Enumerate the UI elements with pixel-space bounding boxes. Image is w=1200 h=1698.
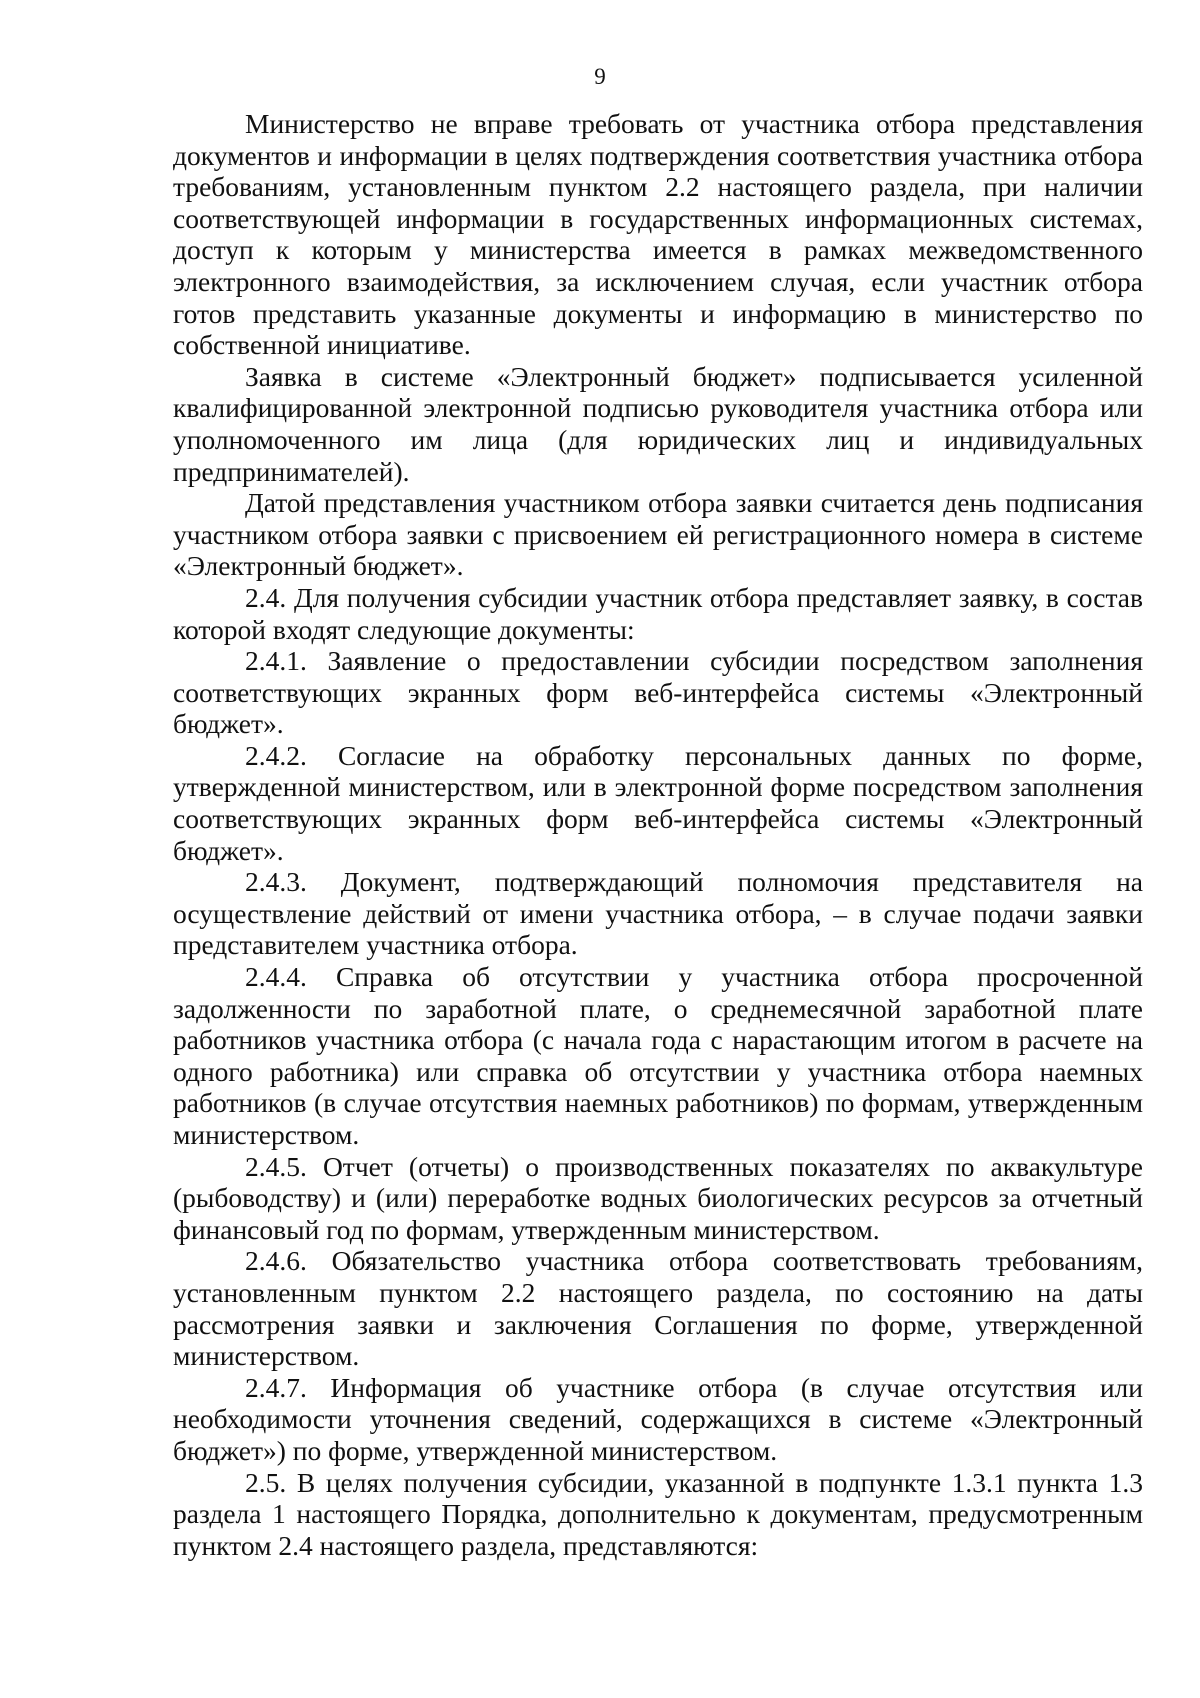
paragraph-2-4-5: 2.4.5. Отчет (отчеты) о производственных показателях по аквакультуре (рыбоводству) и (или) переработке водных биологических ресурсов за отчетный финансовый год по формам, утвержденным министерством.: [173, 1150, 1143, 1245]
paragraph-2-4-1: 2.4.1. Заявление о предоставлении субсидии посредством заполнения соответствующих экранных форм веб-интерфейса системы «Электронный бюджет».: [173, 645, 1143, 740]
paragraph-submission-date: Датой представления участником отбора заявки считается день подписания участником отбора заявки с присвоением ей регистрационного номера в системе «Электронный бюджет».: [173, 487, 1143, 582]
paragraph-2-4-3: 2.4.3. Документ, подтверждающий полномочия представителя на осуществление действий от имени участника отбора, – в случае подачи заявки представителем участника отбора.: [173, 866, 1143, 961]
paragraph-2-4-4: 2.4.4. Справка об отсутствии у участника отбора просроченной задолженности по заработной плате, о среднемесячной заработной плате работников участника отбора (с начала года с нарастающим итогом в расчете на одного работника) или справка об отсутствии у участника отбора наемных работников (в случае отсутствия наемных работников) по формам, утвержденным министерством.: [173, 961, 1143, 1150]
paragraph-ministry-restriction: Министерство не вправе требовать от участника отбора представления документов и информации в целях подтверждения соответствия участника отбора требованиям, установленным пунктом 2.2 настоящего раздела, при наличии соответствующей информации в государственных информационных системах, доступ к которым у министерства имеется в рамках межведомственного электронного взаимодействия, за исключением случая, если участник отбора готов представить указанные документы и информацию в министерство по собственной инициативе.: [173, 108, 1143, 361]
page-number: 9: [594, 64, 606, 89]
paragraph-2-4: 2.4. Для получения субсидии участник отбора представляет заявку, в состав которой входят следующие документы:: [173, 581, 1143, 645]
document-body: [173, 108, 1143, 1561]
paragraph-2-4-7: 2.4.7. Информация об участнике отбора (в случае отсутствия или необходимости уточнения сведений, содержащихся в системе «Электронный бюджет») по форме, утвержденной министерством.: [173, 1371, 1143, 1466]
paragraph-application-signature: Заявка в системе «Электронный бюджет» подписывается усиленной квалифицированной электронной подписью руководителя участника отбора или уполномоченного им лица (для юридических лиц и индивидуальных предпринимателей).: [173, 360, 1143, 487]
paragraph-2-5: 2.5. В целях получения субсидии, указанной в подпункте 1.3.1 пункта 1.3 раздела 1 настоящего Порядка, дополнительно к документам, предусмотренным пунктом 2.4 настоящего раздела, представляются:: [173, 1466, 1143, 1561]
paragraph-2-4-2: 2.4.2. Согласие на обработку персональных данных по форме, утвержденной министерством, или в электронной форме посредством заполнения соответствующих экранных форм веб-интерфейса системы «Электронный бюджет».: [173, 739, 1143, 866]
paragraph-2-4-6: 2.4.6. Обязательство участника отбора соответствовать требованиям, установленным пунктом 2.2 настоящего раздела, по состоянию на даты рассмотрения заявки и заключения Соглашения по форме, утвержденной министерством.: [173, 1245, 1143, 1372]
